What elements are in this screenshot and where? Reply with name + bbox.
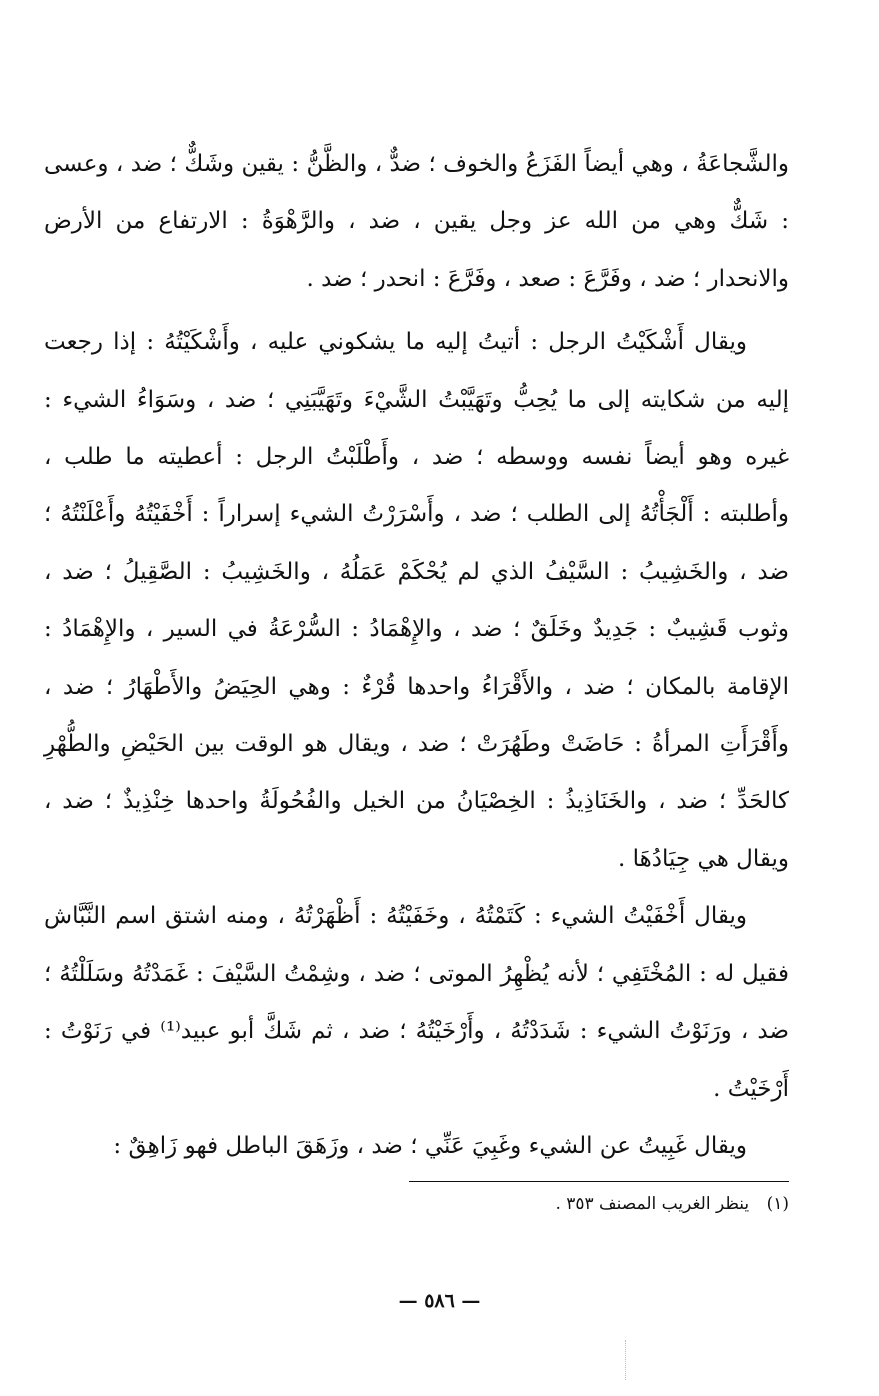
page-number: — ٥٨٦ — — [398, 1290, 481, 1312]
body-text — [44, 136, 789, 1175]
scan-artifact — [625, 1340, 627, 1380]
text-line: الشيء : غيره وهو أيضاً نفسه ووسطه ؛ ضد ، وأَطْلَبْتُ الرجل : أعطيته ما — [44, 386, 790, 471]
text-line: الحِيَضُ والأَطْهَارُ ؛ ضد ، وأَقْرَأَتِ المرأةُ : حَاضَتْ وطَهُرَتْ ؛ ضد ، ويقال هو — [44, 673, 789, 758]
footnote — [44, 1191, 789, 1217]
text-line: والشَّجاعَةُ ، وهي أيضاً الفَزَعُ والخوف ؛ ضدٌّ ، والظَّنُّ : يقين وشَكٌّ ؛ ضد ، — [115, 151, 790, 177]
text-line: ويقال غَبِيتُ عن الشيء وغَبِيَ عَنِّي ؛ ضد ، وزَهَقَ الباطل فهو زَاهِقٌ : — [113, 1132, 747, 1159]
text-line: وأَعْلَنْتُهُ ؛ ضد ، والخَشِيبُ : السَّيْفُ الذي لم يُحْكَمْ عَمَلُهُ ، والخَشِيبُ : — [44, 501, 789, 585]
text-line: الصَّقِيلُ ؛ ضد ، وثوب قَشِيبٌ : جَدِيدٌ وخَلَقٌ ؛ ضد ، والإِهْمَادُ : السُّرْعَةُ في — [44, 558, 789, 643]
text-line: أبو عبيد⁽¹⁾ في رَنَوْتُ : أَرْخَيْتُ . — [44, 1018, 789, 1102]
text-line: وعسى : شَكٌّ وهي من الله عز وجل يقين ، ضد ، والرَّهْوَةُ : الارتفاع من — [44, 151, 789, 235]
text-line: النَّبَّاش فقيل له : المُخْتَفِي ؛ لأنه يُظْهِرُ الموتى ؛ ضد ، وشِمْتُ السَّيْفَ : — [44, 903, 789, 987]
text-line: السير ، والإِهْمَادُ : الإقامة بالمكان ؛ ضد ، والأَقْرَاءُ واحدها قُرْءٌ : وهي — [44, 616, 789, 700]
footnote-divider — [409, 1181, 789, 1182]
text-line: طلب ، وأطلبته : أَلْجَأْتُهُ إلى الطلب ؛ ضد ، وأَسْرَرْتُ الشيء إسراراً : أَخْفَيْتُهُ — [44, 444, 789, 528]
paragraph — [44, 136, 789, 308]
text-line: غَمَدْتُهُ وسَلَلْتُهُ ؛ ضد ، ورَنَوْتُ الشيء : شَدَدْتُهُ ، وأَرْخَيْتُهُ ؛ ضد ، ثم شَكَّ — [44, 960, 789, 1045]
text-line: ويقال أَخْفَيْتُ الشيء : كَتَمْتُهُ ، وخَفَيْتُهُ : أَظْهَرْتُهُ ، ومنه اشتق اسم — [115, 903, 747, 930]
text-line: والفُحُولَةُ واحدها خِنْذِيذٌ ؛ ضد ، ويقال هي جِيَادُهَا . — [44, 788, 789, 872]
paragraph — [44, 314, 789, 888]
footnote-number: (١) — [766, 1194, 789, 1214]
paragraph — [44, 888, 789, 1118]
text-line: الوقت بين الحَيْضِ والطُّهْرِ كالحَدِّ ؛ ضد ، والخَنَاذِيذُ : الخِصْيَانُ من الخيل — [44, 731, 790, 815]
footnote-text: ينظر الغريب المصنف ٣٥٣ . — [555, 1194, 750, 1214]
paragraph — [44, 1118, 789, 1175]
text-line: ويقال أَشْكَيْتُ الرجل : أتيتُ إليه ما يشكوني عليه ، وأَشْكَيْتُهُ : إذا — [113, 329, 747, 356]
text-line: الأرض والانحدار ؛ ضد ، وفَرَّعَ : صعد ، وفَرَّعَ : انحدر ؛ ضد . — [44, 208, 789, 292]
text-line: رجعت إليه من شكايته إلى ما يُحِبُّ وتَهَيَّبْتُ الشَّيْءَ وتَهَيَّبَنِي ؛ ضد ، وسَوَاءُ — [44, 329, 789, 413]
